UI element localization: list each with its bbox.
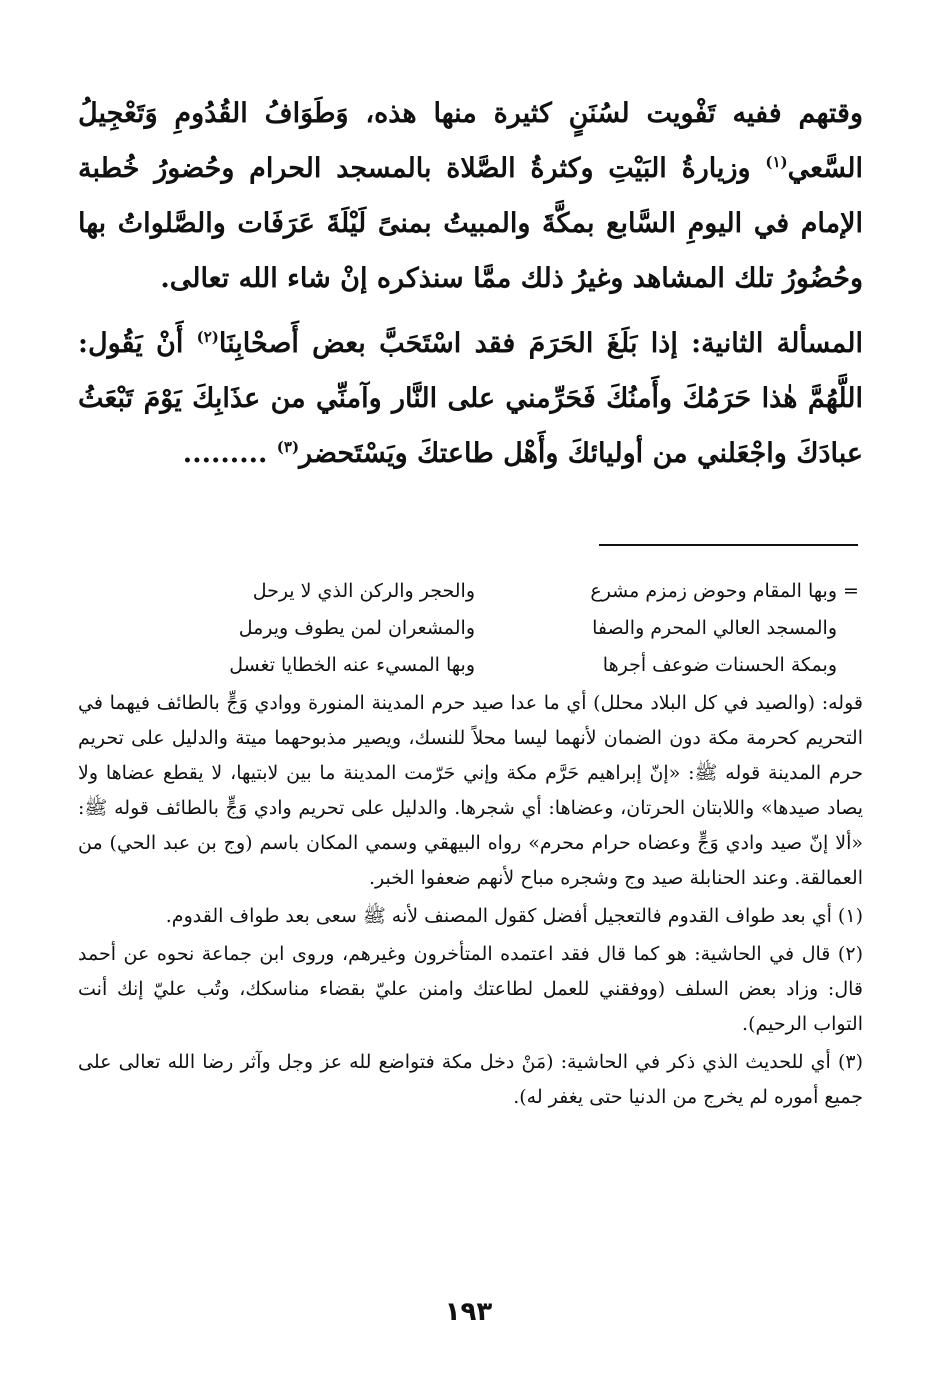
- main-paragraph-1: [78, 86, 863, 306]
- poem-row: [120, 573, 865, 610]
- poem-hemistich-first: وبمكة الحسنات ضوعف أجرها: [602, 654, 837, 676]
- poem-hemistich-first: والمسجد العالي المحرم والصفا: [592, 617, 837, 639]
- poem-row: [120, 647, 865, 684]
- footnote-3: (٣) أي للحديث الذي ذكر في الحاشية: (مَنْ دخل مكة فتواضع لله عز وجل وآثر رضا الله تعالى على جميع أموره لم يخرج من الدنيا حتى يغفر له).: [78, 1051, 863, 1108]
- poem-hemistich-second: والمشعران لمن يطوف ويرمل: [238, 617, 475, 639]
- poem-hemistich-second: وبها المسيء عنه الخطايا تغسل: [229, 654, 475, 676]
- main-text-span: أَنْ يَقُول: اللَّهُمَّ هٰذا حَرَمُكَ وأَمنُكَ فَحَرِّمني على النَّار وآمنِّي من عذَابِكَ يَوْمَ تَبْعَثُ عبادَكَ واجْعَلني من أوليائكَ وأَهْل طاعتكَ ويَسْتَحضر: [78, 328, 863, 469]
- marker-spacer: [837, 610, 865, 647]
- main-text: [78, 86, 863, 481]
- footnote-marker-2: (٢): [196, 328, 219, 346]
- footnote-marker-1: (١): [765, 153, 788, 171]
- footnotes: [78, 686, 863, 1115]
- page-number: ١٩٣: [444, 1297, 493, 1327]
- poem-verses: [120, 573, 865, 684]
- poem-hemistich-second: والحجر والركن الذي لا يرحل: [252, 580, 475, 602]
- marker-spacer: [837, 647, 865, 684]
- section-heading: المسألة الثانية:: [691, 328, 863, 359]
- footnote-separator: [599, 544, 858, 546]
- footnote-marker-3: (٣): [276, 438, 300, 456]
- main-text-span: وقتهم ففيه تَفْويت لسُنَنٍ كثيرة منها هذه، وَطَوَافُ القُدُومِ وَتَعْجِيلُ السَّعي: [78, 98, 863, 184]
- main-text-span: إذا بَلَغَ الحَرَمَ فقد اسْتَحَبَّ بعض أَصحْابِنَا: [218, 328, 692, 359]
- poem-row: [120, 610, 865, 647]
- main-text-span: وزيارةُ البَيْتِ وكثرةُ الصَّلاة بالمسجد الحرام وحُضورُ خُطبة الإمام في اليومِ السَّابع بمكَّةَ والمبيتُ بمنىً لَيْلَةَ عَرَفَات والصَّلواتُ بها وحُضُورُ تلك المشاهد وغيرُ ذلك ممَّا سنذكره إنْ شاء الله تعالى.: [78, 153, 863, 294]
- footnote-2: (٢) قال في الحاشية: هو كما قال فقد اعتمده المتأخرون وغيرهم، وروى ابن جماعة نحوه عن أحمد قال: وزاد بعض السلف (ووفقني للعمل لطاعتك وامنن عليّ بقضاء مناسكك، وتُب عليّ إنك أنت التواب الرحيم).: [78, 943, 863, 1035]
- continuation-marker: =: [843, 580, 859, 602]
- ellipsis-dots: .........: [182, 438, 277, 469]
- footnote-continuation: قوله: (والصيد في كل البلاد محلل) أي ما عدا صيد حرم المدينة المنورة ووادي وَجٍّ بالطائف فيهما في التحريم كحرمة مكة دون الضمان لأنهما ليسا محلاً للنسك، ويصير مذبوحهما ميتة والدليل على تحريم حرم المدينة قوله ﷺ: «إنّ إبراهيم حَرَّم مكة وإني حَرّمت المدينة ما بين لابتيها، لا يقطع عضاها ولا يصاد صيدها» واللابتان الحرتان، وعضاها: أي شجرها. والدليل على تحريم وادي وَجٍّ بالطائف قوله ﷺ: «ألا إنّ صيد وادي وَجٍّ وعضاه حرام محرم» رواه البيهقي وسمي المكان باسم (وج بن عبد الحي) من العمالقة. وعند الحنابلة صيد وج وشجره مباح لأنهم ضعفوا الخبر.: [78, 692, 863, 889]
- main-paragraph-2: [78, 316, 863, 481]
- footnote-1: (١) أي بعد طواف القدوم فالتعجيل أفضل كقول المصنف لأنه ﷺ سعى بعد طواف القدوم.: [165, 905, 863, 927]
- poem-hemistich-first: وبها المقام وحوض زمزم مشرع: [590, 580, 837, 602]
